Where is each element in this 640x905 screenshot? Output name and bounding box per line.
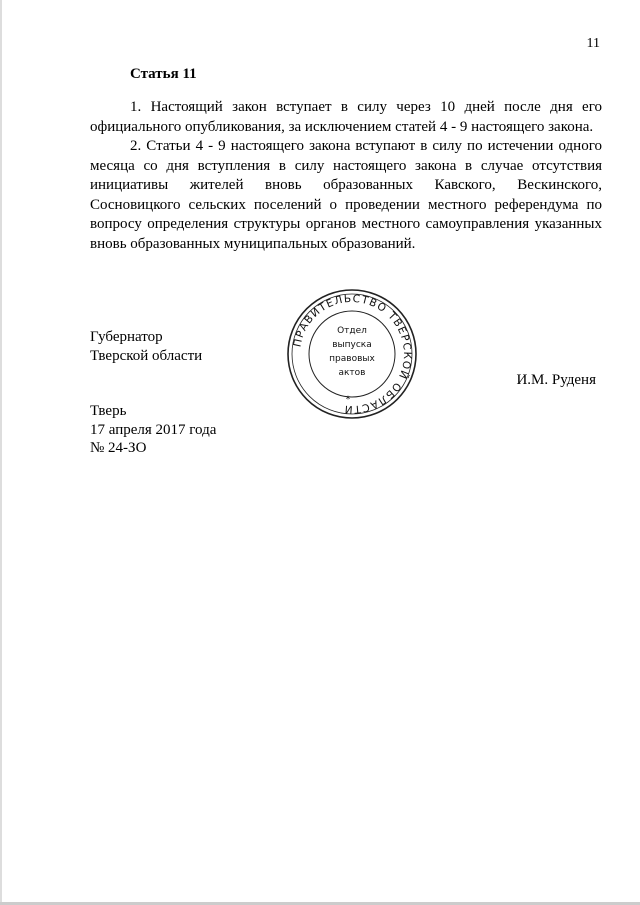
signatory-name: И.М. Руденя [516,372,596,388]
seal-center-line-1: Отдел [337,326,367,336]
article-body [90,98,602,254]
footer-number: № 24-ЗО [90,440,147,456]
article-title: Статья 11 [130,66,197,82]
position-line-2: Тверской области [90,348,203,364]
seal-center-line-2: выпуска [332,340,372,350]
seal-ring-text: ПРАВИТЕЛЬСТВО ТВЕРСКОЙ ОБЛАСТИ [291,292,414,416]
scan-edge [0,0,2,905]
signatory-position [90,328,202,366]
position-line-1: Губернатор [90,329,163,345]
document-footer [90,402,216,458]
seal-center-line-4: актов [338,368,366,378]
paragraph-2: 2. Статьи 4 - 9 настоящего закона вступают в силу по истечении одного месяца со дня вступления в силу настоящего закона в случае отсутствия инициативы жителей вновь образованных Кавского, Вескинского, Сосновицкого сельских поселений о проведении местного референдума по вопросу определения структуры органов местного самоуправления указанных вновь образованных муниципальных образований. [90,138,602,252]
page-number: 11 [586,36,600,51]
footer-city: Тверь [90,403,127,419]
official-seal [286,288,418,420]
paragraph-1: 1. Настоящий закон вступает в силу через 10 дней после дня его официального опубликования, за исключением статей 4 - 9 настоящего закона. [90,99,602,135]
footer-date: 17 апреля 2017 года [90,421,217,438]
seal-star-icon: * [345,395,351,405]
seal-center-line-3: правовых [329,354,375,364]
